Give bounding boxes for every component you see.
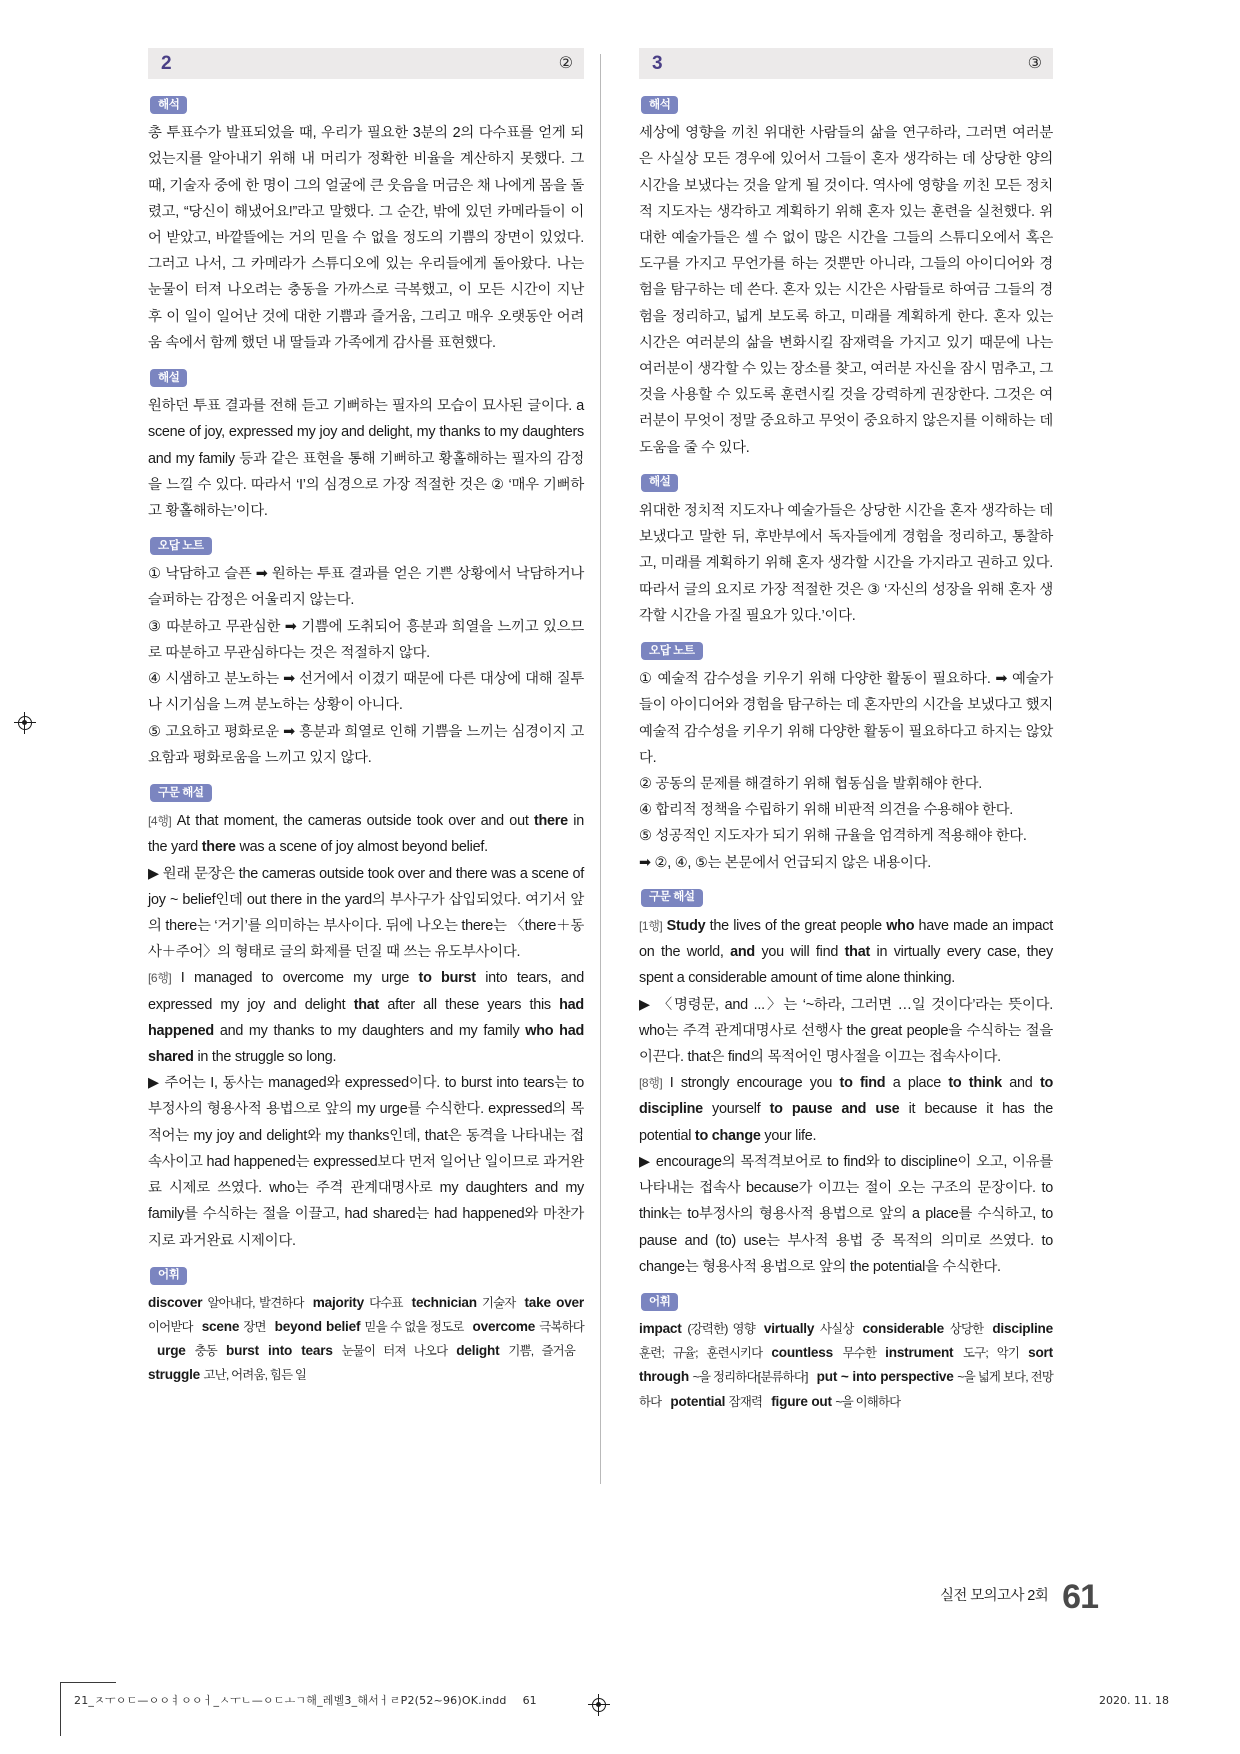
syntax-sentence	[148, 965, 584, 1070]
wrong-note-item: ⑤ 성공적인 지도자가 되기 위해 규율을 엄격하게 적용해야 한다.	[639, 828, 1027, 845]
vocab-entry	[863, 1321, 984, 1336]
wrong-note-item: ③ 따분하고 무관심한 ➡ 기쁨에 도취되어 흥분과 희열을 느끼고 있으므로 따분하고 무관심하다는 것은 적절하지 않다.	[148, 618, 584, 661]
tag-vocabulary: 어휘	[641, 1293, 678, 1311]
wrong-note-item: ② 공동의 문제를 해결하기 위해 협동심을 발휘해야 한다.	[639, 776, 982, 792]
vocab-meaning: 충동	[194, 1344, 217, 1359]
vocab-meaning: 기쁨, 즐거움	[508, 1344, 576, 1359]
vocab-word: overcome	[472, 1319, 536, 1335]
vocab-word: majority	[312, 1294, 364, 1310]
vocab-word: discover	[148, 1294, 203, 1310]
vocab-meaning: (강력한) 영향	[687, 1322, 755, 1337]
wrong-note-item: ① 낙담하고 슬픈 ➡ 원하는 투표 결과를 얻은 기쁜 상황에서 낙담하거나 슬퍼하는 감정은 어울리지 않는다.	[148, 566, 584, 609]
vocab-entry	[771, 1394, 900, 1409]
vocab-meaning: 고난, 어려움, 힘든 일	[203, 1368, 307, 1383]
line-reference: [4행]	[148, 814, 172, 829]
vocab-meaning: 알아내다, 발견하다	[207, 1295, 304, 1310]
wrong-note-item: ⑤ 고요하고 평화로운 ➡ 흥분과 희열로 인해 기쁨을 느끼는 심경이지 고요함과 평화로움을 느끼고 있지 않다.	[148, 723, 584, 766]
syntax-note: ▶ 원래 문장은 the cameras outside took over and there was a scene of joy ~ belief인데 out there in the yard의 부사구가 삽입되었다. 여기서 앞의 there는 ‘거기’를 의미하는 부사이다. 뒤에 나오는 there는 〈there＋동사＋주어〉의 형태로 글의 화제를 던질 때 쓰는 유도부사이다.	[148, 865, 584, 961]
vocab-entry	[148, 1295, 304, 1310]
wrong-note-item: ④ 합리적 정책을 수립하기 위해 비판적 의견을 수용해야 한다.	[639, 802, 1014, 819]
tag-wrong-note: 오답 노트	[150, 537, 212, 555]
page-number: 61	[1062, 1578, 1098, 1616]
question-header-3	[639, 48, 1053, 79]
vocabulary-list-left	[148, 1291, 584, 1388]
vocab-meaning: 사실상	[820, 1322, 854, 1337]
two-column-body	[148, 48, 1098, 1484]
slug-rule-vertical	[60, 1682, 61, 1736]
question-number: 2	[161, 53, 172, 74]
answer-choice: ②	[558, 54, 573, 72]
syntax-note: ▶ encourage의 목적격보어로 to find와 to discipline이 오고, 이유를 나타내는 접속사 because가 이끄는 절이 오는 구조의 문장이다. to think는 to부정사의 형용사적 용법으로 앞의 a place를 수식하고, to pause and (to) use는 부사적 용법 중 목적의 의미로 쓰였다. to change는 형용사적 용법으로 앞의 the potential을 수식한다.	[639, 1153, 1053, 1275]
vocab-word: countless	[771, 1345, 834, 1361]
vocab-word: potential	[670, 1393, 726, 1409]
vocab-meaning: 상당한	[949, 1322, 984, 1337]
slug-date: 2020. 11. 18	[1099, 1693, 1169, 1707]
tag-explanation: 해설	[641, 474, 678, 492]
vocab-entry	[456, 1343, 575, 1358]
vocab-entry	[764, 1321, 854, 1336]
answer-choice: ③	[1027, 54, 1042, 72]
tag-translation: 해석	[641, 96, 678, 114]
line-reference: [6행]	[148, 971, 172, 986]
vocab-word: struggle	[148, 1367, 201, 1383]
slug-filename: 21_ㅈㅜㅇㄷ—ㅇㅇㅕㅇㅇㅓ_ㅅㅜㄴ—ㅇㄷㅗㄱ해_레벨3_해서ㅓㄹP2(52~96)OK.indd	[74, 1694, 507, 1707]
vocab-meaning: 이어받다	[148, 1320, 193, 1335]
vocab-word: figure out	[771, 1393, 832, 1409]
running-footer	[940, 1578, 1098, 1616]
vocab-word: put ~ into perspective	[816, 1369, 954, 1385]
vocab-entry	[148, 1367, 306, 1382]
vocab-word: technician	[411, 1294, 477, 1310]
vocab-word: impact	[639, 1321, 682, 1337]
running-label: 실전 모의고사 2회	[940, 1587, 1049, 1604]
vocab-meaning: ~을 넓게 보다, 전망하다	[639, 1370, 1053, 1409]
vocab-entry	[275, 1319, 464, 1334]
vocab-word: considerable	[862, 1321, 944, 1337]
explanation-text: 위대한 정치적 지도자나 예술가들은 상당한 시간을 혼자 생각하는 데 보냈다고 말한 뒤, 후반부에서 독자들에게 경험을 정리하고, 통찰하고, 미래를 계획하기 위해 혼자 생각할 시간을 가지라고 권하고 있다. 따라서 글의 요지로 가장 적절한 것은 ③ ‘자신의 성장을 위해 혼자 생각할 시간을 가질 필요가 있다.’이다.	[639, 502, 1053, 624]
column-question-2	[148, 48, 600, 1484]
translation-text: 세상에 영향을 끼친 위대한 사람들의 삶을 연구하라, 그러면 여러분은 사실상 모든 경우에 있어서 그들이 혼자 생각하는 데 상당한 양의 시간을 보냈다는 것을 알게 될 것이다. 역사에 영향을 끼친 모든 정치적 지도자는 생각하고 계획하기 위해 혼자 있는 훈련을 실천했다. 위대한 예술가들은 셀 수 없이 많은 시간을 그들의 스튜디오에서 혹은 도구를 가지고 무언가를 하는 것뿐만 아니라, 그들의 아이디어와 경험을 탐구하는 데 쓴다. 혼자 있는 시간은 사람들로 하여금 그들의 경험을 정리하고, 넓게 보도록 하고, 미래를 계획하게 한다. 혼자 있는 시간은 여러분의 삶을 변화시킬 잠재력을 가지고 있기 때문에 나는 여러분이 생각할 수 있는 장소를 찾고, 여러분 자신을 잠시 멈추고, 그것을 사용할 수 있도록 훈련시킬 것을 강력하게 권장한다. 그것은 여러분이 무엇이 정말 중요하고 무엇이 중요하지 않은지를 이해하는 데 도움을 줄 수 있다.	[639, 125, 1053, 456]
vocab-entry	[313, 1295, 403, 1310]
vocab-meaning: ~을 정리하다[분류하다]	[692, 1370, 808, 1385]
vocab-word: virtually	[763, 1321, 815, 1337]
vocab-meaning: 무수한	[842, 1346, 877, 1361]
wrong-note-list	[148, 561, 584, 771]
vocabulary-list-right	[639, 1317, 1053, 1414]
syntax-sentence	[639, 1070, 1053, 1149]
vocab-word: take over	[524, 1294, 585, 1310]
tag-explanation: 해설	[150, 369, 187, 387]
syntax-sentence	[639, 913, 1053, 992]
syntax-sentence-text: Study the lives of the great people who have made an impact on the world, and you will find that in virtually every case, they spent a considerable amount of time alone thinking.	[639, 917, 1053, 987]
line-reference: [1행]	[639, 918, 663, 933]
vocab-meaning: 극복하다	[539, 1320, 584, 1335]
syntax-note: ▶ 주어는 I, 동사는 managed와 expressed이다. to burst into tears는 to부정사의 형용사적 용법으로 앞의 my urge를 수식한다. expressed의 목적어는 my joy and delight와 my thanks인데, that은 동격을 나타내는 접속사이고 had happened는 expressed보다 먼저 일어난 일이므로 과거완료 시제로 쓰였다. who는 주격 관계대명사로 my daughters and my family를 수식하는 절을 이끌고, had shared는 had happened와 마찬가지로 과거완료 시제이다.	[148, 1075, 584, 1249]
print-slug	[74, 1692, 1169, 1708]
vocab-word: discipline	[992, 1321, 1054, 1337]
slug-rule-horizontal	[60, 1682, 116, 1683]
wrong-note-item: ④ 시샘하고 분노하는 ➡ 선거에서 이겼기 때문에 다른 대상에 대해 질투나 시기심을 느껴 분노하는 상황이 아니다.	[148, 671, 584, 714]
question-header-2	[148, 48, 584, 79]
line-reference: [8행]	[639, 1076, 663, 1091]
vocab-word: urge	[157, 1343, 186, 1359]
vocab-word: burst into tears	[225, 1343, 333, 1359]
wrong-note-list	[639, 666, 1053, 876]
tag-vocabulary: 어휘	[150, 1267, 187, 1285]
registration-mark-footer	[588, 1694, 610, 1716]
translation-text: 총 투표수가 발표되었을 때, 우리가 필요한 3분의 2의 다수표를 얻게 되었는지를 알아내기 위해 내 머리가 정확한 비율을 계산하지 못했다. 그때, 기술자 중에 한 명이 그의 얼굴에 큰 웃음을 머금은 채 나에게 몸을 돌렸고, “당신이 해냈어요!”라고 말했다. 그 순간, 밖에 있던 카메라들이 이어 받았고, 바깥뜰에는 거의 믿을 수 없을 정도의 기쁨의 장면이 있었다. 그러고 나서, 그 카메라가 스튜디오에 있는 우리들에게 돌아왔다. 나는 눈물이 터져 나오려는 충동을 가까스로 극복했고, 이 모든 시간이 지난 후 이 일이 일어난 것에 대한 기쁨과 즐거움, 그리고 매우 오랫동안 어려움 속에서 함께 했던 내 딸들과 가족에게 감사를 표현했다.	[148, 125, 584, 351]
vocab-word: sort through	[639, 1345, 1053, 1385]
question-number: 3	[652, 53, 663, 74]
vocab-entry	[473, 1319, 584, 1334]
syntax-sentence-text: I strongly encourage you to find a place to think and to discipline yourself to pause and use it because it has the potential to change your life.	[639, 1075, 1054, 1144]
vocab-entry	[639, 1321, 755, 1336]
vocab-meaning: 장면	[243, 1320, 266, 1335]
slug-page: 61	[522, 1693, 537, 1707]
vocab-entry	[157, 1343, 217, 1358]
syntax-sentence	[148, 808, 584, 860]
vocab-meaning: 눈물이 터져 나오다	[341, 1344, 448, 1359]
tag-syntax: 구문 해설	[641, 889, 703, 907]
syntax-sentence-text: At that moment, the cameras outside took over and out there in the yard there was a scene of joy almost beyond belief.	[148, 813, 584, 856]
tag-translation: 해석	[150, 96, 187, 114]
vocab-word: beyond belief	[274, 1319, 361, 1335]
vocab-word: instrument	[885, 1345, 954, 1361]
syntax-sentence-text: I managed to overcome my urge to burst into tears, and expressed my joy and delight that after all these years this had happened and my thanks to my daughters and my family who had shared in the struggle so long.	[148, 970, 585, 1066]
vocab-word: delight	[456, 1343, 500, 1359]
vocab-meaning: 기술자	[481, 1295, 516, 1310]
tag-syntax: 구문 해설	[150, 784, 212, 802]
vocab-meaning: 다수표	[369, 1295, 403, 1310]
vocab-entry	[202, 1319, 266, 1334]
vocab-meaning: 믿을 수 없을 정도로	[364, 1320, 464, 1335]
wrong-note-summary: ➡ ②, ④, ⑤는 본문에서 언급되지 않은 내용이다.	[639, 854, 932, 871]
vocab-word: scene	[201, 1319, 240, 1335]
wrong-note-item: ① 예술적 감수성을 키우기 위해 다양한 활동이 필요하다. ➡ 예술가들이 아이디어와 경험을 탐구하는 데 혼자만의 시간을 보냈다고 했지 예술적 감수성을 키우기 위해 다양한 활동이 필요하다고 하지는 않았다.	[639, 671, 1053, 766]
syntax-list	[639, 913, 1053, 1280]
registration-mark-left	[14, 712, 36, 734]
explanation-text: 원하던 투표 결과를 전해 듣고 기뻐하는 필자의 모습이 묘사된 글이다. a scene of joy, expressed my joy and delight, my thanks to my daughters and my family 등과 같은 표현을 통해 기뻐하고 황홀해하는 필자의 감정을 느낄 수 있다. 따라서 ‘I’의 심경으로 가장 적절한 것은 ② ‘매우 기뻐하고 황홀해하는’이다.	[148, 398, 584, 519]
vocab-meaning: 잠재력	[728, 1394, 763, 1409]
syntax-note: ▶ 〈명령문, and ...〉는 ‘~하라, 그러면 …일 것이다’라는 뜻이다. who는 주격 관계대명사로 선행사 the great people을 수식하는 절을 이끈다. that은 find의 목적어인 명사절을 이끄는 접속사이다.	[639, 996, 1053, 1066]
vocab-meaning: 도구; 악기	[963, 1346, 1020, 1361]
vocab-meaning: 훈련; 규율; 훈련시키다	[639, 1346, 763, 1361]
tag-wrong-note: 오답 노트	[641, 642, 703, 660]
column-question-3	[601, 48, 1053, 1484]
vocab-entry	[885, 1345, 1019, 1360]
vocab-entry	[670, 1394, 762, 1409]
vocab-meaning: ~을 이해하다	[835, 1394, 901, 1409]
vocab-entry	[771, 1345, 876, 1360]
vocab-entry	[412, 1295, 516, 1310]
vocab-entry	[226, 1343, 447, 1358]
syntax-list	[148, 808, 584, 1254]
